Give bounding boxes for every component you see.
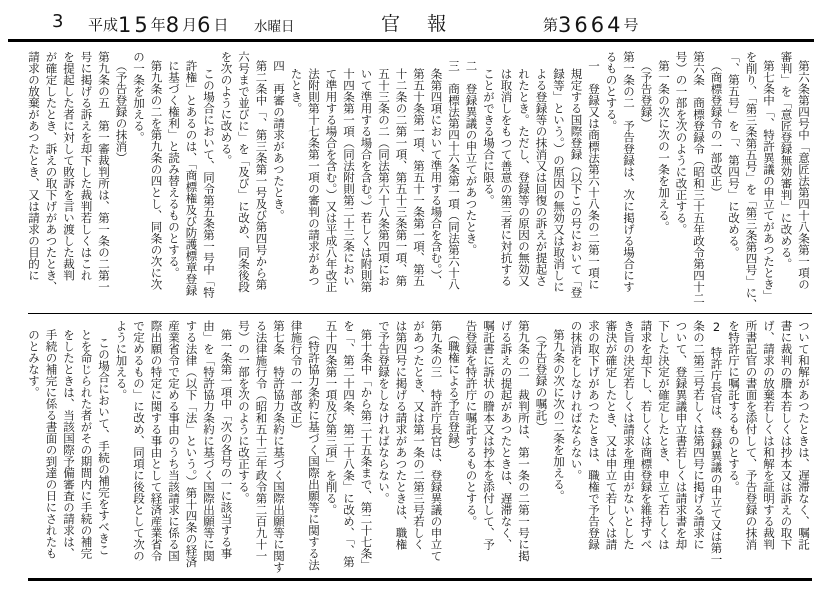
issue-number: 第3664号: [543, 13, 639, 37]
text-column: （予告登録の嘱託）: [534, 329, 549, 433]
text-column: 第九条の五 第一審裁判所は、第一条の二第一: [97, 51, 111, 293]
text-column: 告登録を特許庁に嘱託するものとする。: [464, 320, 479, 527]
text-column: この場合において、手続の補完をすべきこ: [97, 337, 111, 556]
text-column: （特許協力条約に基づく国際出願等に関する法: [307, 329, 321, 571]
text-column: 四 再審の請求があつたとき。: [272, 60, 286, 221]
text-column: は第四号に掲げる請求があつたときは、職権: [394, 320, 409, 550]
text-column: この場合において、同令第五条第一号中「特: [202, 68, 216, 298]
bottom-rule: [28, 578, 812, 581]
text-column: 下した決定が確定したとき、申立て若しくは: [657, 320, 671, 550]
bottom-text-section: [14, 320, 812, 577]
text-column: で定めるもの」に改め、同項に後段として次の: [132, 320, 146, 562]
page-number: 3: [52, 11, 64, 32]
text-column: （商標登録令の一部改正）: [709, 60, 724, 198]
text-column: が確定したとき、訴えの取下げがあつたとき、: [44, 51, 59, 293]
text-column: いて準用する場合を含む。）若しくは附則第: [359, 68, 374, 293]
text-column: 第七条中「、特許異議の申立てがあつたとき」: [762, 60, 776, 302]
text-column: 所書記官の書面を添付して、予告登録の抹消: [744, 320, 759, 550]
text-column: 審判」を「意匠登録無効審判」に改める。: [779, 51, 794, 270]
text-column: げる訴えの提起があつたときは、遅滞なく、: [499, 320, 514, 550]
text-column: 請求の放棄があつたとき、又は請求の目的に: [27, 51, 41, 281]
text-column: る法律施行令（昭和五十三年政令第二百九十一: [254, 320, 269, 562]
text-column: の一条を加える。: [132, 51, 146, 143]
text-column: のとみなす。: [27, 329, 41, 398]
text-column: 規定する国際登録（以下この号において「登: [569, 68, 584, 298]
text-column: 法附則第十七条第一項の審判の請求があつ: [307, 68, 321, 287]
text-column: 由」を「特許協力条約に基づく国際出願等に関: [202, 320, 216, 562]
text-column: 第二条中「、第三条第一号及び第四号から第: [254, 60, 269, 290]
text-column: とを命じられた者がその期間内に手続の補完: [79, 329, 94, 559]
text-column: 第五十条第一項、第五十一条第一項、第五: [412, 68, 426, 287]
text-column: 書に裁判の謄本若しくは抄本又は訴えの取下: [779, 320, 794, 550]
text-column: 録等」という。）の原因の無効又は取消しに: [552, 68, 566, 293]
text-column: する法律（以下「法」という。）第十四条の経済: [184, 320, 199, 568]
section-divider: [28, 313, 812, 314]
text-column: 第一条の次に次の一条を加える。: [657, 60, 671, 233]
text-column: 求の取下げがあつたときは、職権で予告登録: [587, 320, 601, 550]
text-column: があつたとき、又は第一条の二第三号若しく: [412, 320, 426, 550]
text-column: げ、請求の放棄若しくは和解を証明する裁判: [762, 320, 776, 550]
text-column: 審決が確定したとき、又は申立て若しくは請: [604, 320, 619, 550]
text-column: ついて、登録異議申立書若しくは請求書を却: [674, 320, 689, 550]
gazette-title: 官報: [381, 13, 474, 35]
text-column: 六号まで並びに」を「及び」に改め、同条後段: [237, 51, 251, 293]
text-column: を削り、「第三条第五号」を「第三条第四号」に、: [744, 51, 759, 310]
text-column: 産業省令で定める事由のうち当該請求に係る国: [167, 320, 181, 562]
text-column: 第九条の二 裁判所は、第一条の二第一号に掲: [517, 320, 531, 562]
text-column: 十四条第一項（同法附則第二十三条におい: [342, 68, 356, 287]
text-column: で予告登録をしなければならない。: [377, 320, 391, 504]
text-column: 第一条の二 予告登録は、次に掲げる場合にす: [622, 51, 636, 293]
text-column: ことができる場合に限る。: [482, 68, 496, 206]
text-column: 嘱託書に訴状の謄本又は抄本を添付して、予: [482, 320, 496, 550]
text-column: よる登録等の抹消又は回復の訴えが提起さ: [534, 68, 549, 287]
text-column: 第九条の次に次の二条を加える。: [552, 329, 566, 502]
text-column: 十二条の二第一項、第五十三条第一項、第: [394, 68, 409, 287]
text-column: （予告登録の抹消）: [114, 60, 129, 164]
text-column: 手続の補完に係る書面の到達の日にされたも: [44, 329, 59, 559]
text-column: 第六条 商標登録令（昭和三十五年政令第四十二: [692, 51, 706, 304]
text-column: 条の二第三号若しくは第四号に掲げる請求に: [692, 320, 706, 550]
issue-date: 平成15年8月6日: [88, 13, 229, 37]
weekday-label: 水曜日: [254, 19, 295, 35]
text-column: を次のように改める。: [219, 51, 234, 166]
text-column: 第九条の三 特許庁長官は、登録異議の申立て: [429, 320, 444, 562]
text-column: 許権」とあるのは、「商標権及び防護標章登録: [184, 60, 199, 296]
text-column: を提起した者に対して敗訴を言い渡した裁判: [62, 51, 76, 281]
text-column: （予告登録）: [639, 60, 654, 129]
text-column: き旨の決定若しくは請求を理由がないとした: [622, 320, 636, 550]
top-text-section: [14, 51, 812, 310]
text-column: 第九条の二を第九条の四とし、同条の次に次: [149, 60, 164, 290]
text-column: 第十条中「から第二十五条まで、第二十七条」: [359, 329, 374, 571]
text-column: 一 登録又は商標法第六十八条の二第一項に: [587, 60, 601, 290]
text-column: に基づく権利」と読み替えるものとする。: [167, 60, 181, 279]
text-column: は取消しをもつて善意の第三者に対抗する: [499, 68, 514, 287]
text-column: 第一条第一項中「次の各号の一に該当する事: [219, 329, 234, 559]
text-column: 請求を却下し、若しくは商標登録を維持すべ: [639, 320, 654, 550]
text-column: 五十四条第一項及び第三項」を削る。: [324, 320, 339, 516]
text-column: 「、第五号」を「、第四号」に改める。: [727, 51, 741, 258]
text-column: 号に掲げる訴えを却下した裁判若しくはこれ: [79, 51, 94, 281]
text-column: て準用する場合を含む。）又は平成八年改正: [324, 68, 339, 293]
text-column: を「、第二十四条、第二十八条」に改め、「、第: [342, 320, 356, 568]
text-column: 号）の一部を次のように改正する。: [237, 320, 251, 504]
text-column: （職権による予告登録）: [447, 329, 461, 456]
text-column: の抹消をしなければならない。: [569, 320, 584, 481]
text-column: るものとする。: [604, 51, 619, 132]
text-column: ついて和解があつたときは、遅滞なく、嘱託: [797, 320, 811, 550]
text-column: 号）の一部を次のように改正する。: [674, 51, 689, 235]
text-column: 条第四項において準用する場合を含む。）、: [429, 68, 444, 287]
text-column: 二 登録異議の申立てがあつたとき。: [464, 60, 479, 256]
text-column: 第六条第四号中「意匠法第四十八条第一項の: [797, 60, 811, 290]
text-column: 際出願の特定に関する事由として経済産業省令: [149, 320, 164, 562]
text-column: れたとき。ただし、登録等の原因の無効又: [517, 68, 531, 287]
text-column: 律施行令の一部改正）: [289, 320, 304, 435]
text-column: 三 商標法第四十六条第一項（同法第六十八: [447, 60, 461, 290]
text-column: ように加える。: [114, 320, 129, 401]
header-rule: [8, 39, 814, 42]
text-column: 2 特許庁長官は、登録異議の申立て又は第一: [709, 320, 724, 565]
text-column: 第七条 特許協力条約に基づく国際出願等に関す: [272, 320, 286, 573]
text-column: たとき。: [289, 68, 304, 114]
text-column: を特許庁に嘱託するものとする。: [727, 320, 741, 493]
text-column: をしたときは、当該国際予備審査の請求は、: [62, 329, 76, 559]
text-column: 五十三条の二（同法第六十八条第四項にお: [377, 68, 391, 287]
